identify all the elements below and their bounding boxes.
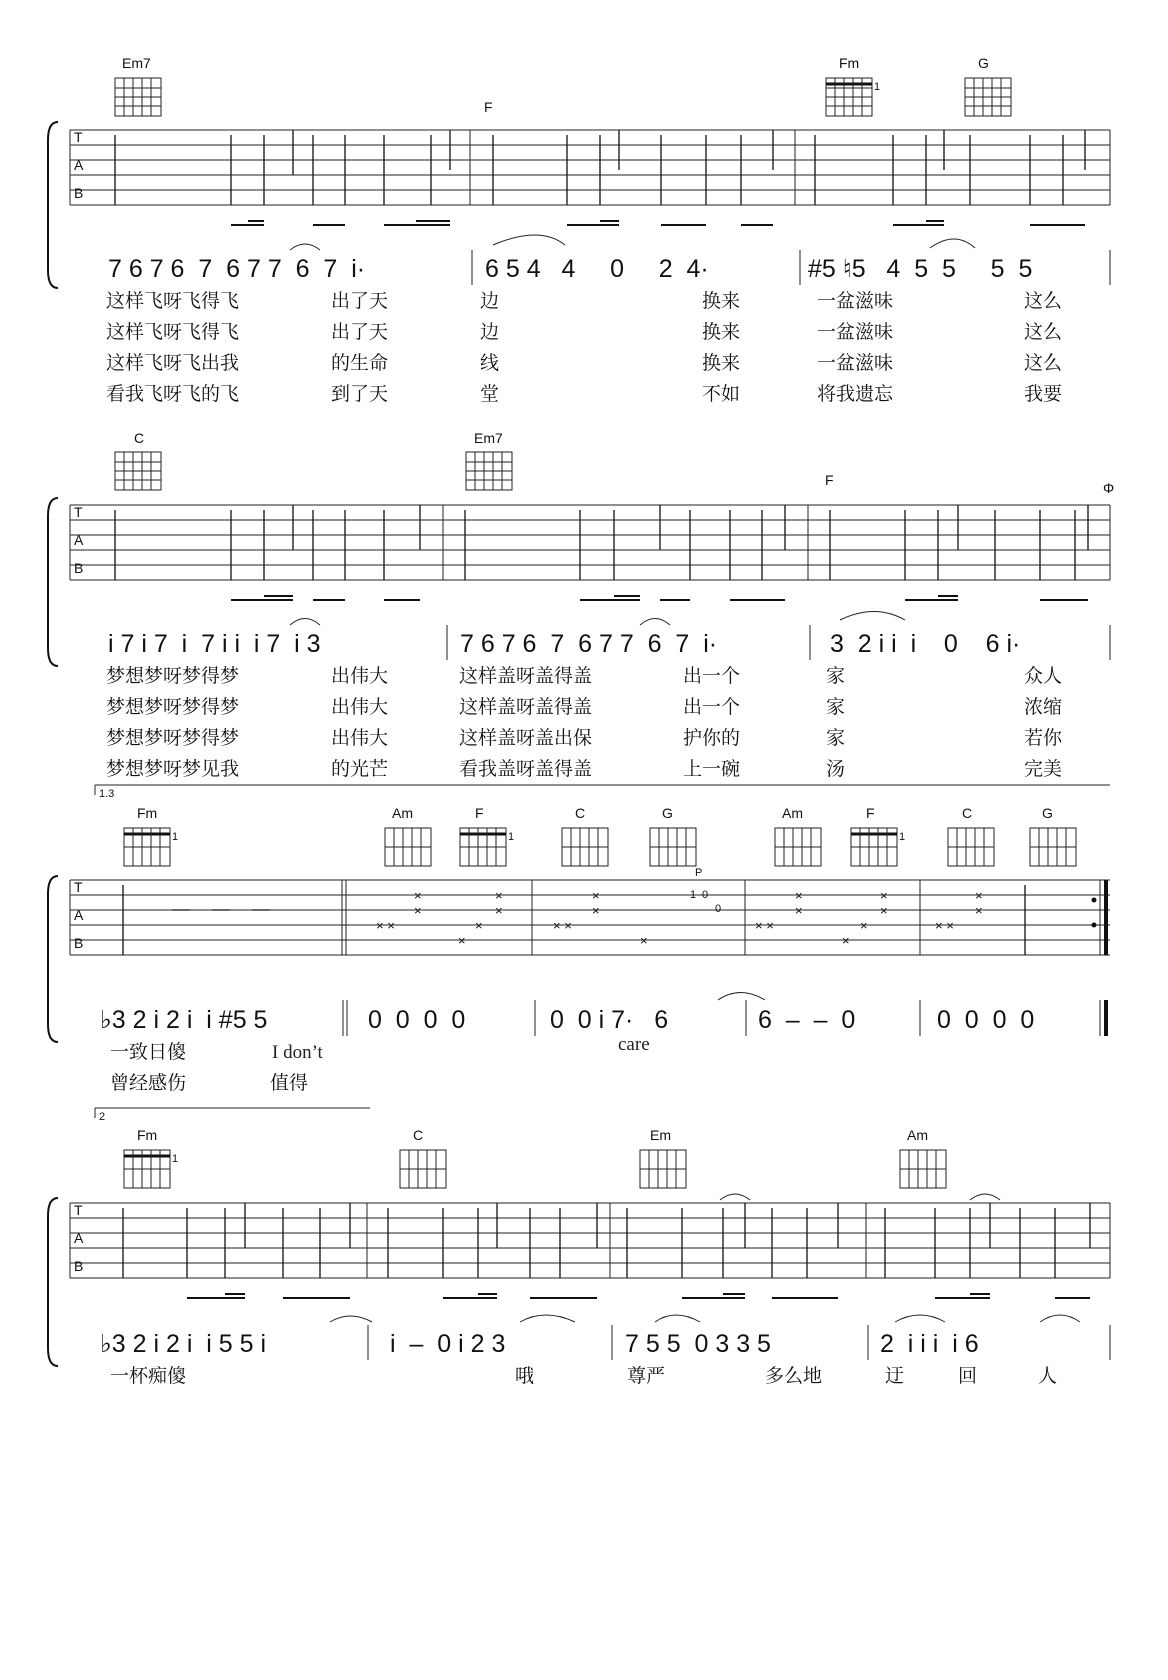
- svg-text:梦想梦呀梦得梦: 梦想梦呀梦得梦: [106, 665, 240, 687]
- notation-bar-3: #5 ♮5 4 5 5 5 5: [808, 255, 1033, 283]
- svg-text:换来: 换来: [702, 290, 741, 312]
- chord-diagram-g: [1030, 805, 1076, 866]
- svg-text:出伟大: 出伟大: [331, 696, 389, 718]
- svg-text:这样飞呀飞得飞: 这样飞呀飞得飞: [106, 321, 240, 343]
- chord-diagram-f: [460, 805, 514, 866]
- fret-number: 1: [690, 889, 697, 901]
- chord-diagram-g: [650, 805, 696, 866]
- svg-text:F: F: [475, 805, 484, 821]
- notation-bar-8: 0 0 0 0: [368, 1006, 466, 1034]
- chord-diagram-c: [115, 430, 161, 490]
- chord-diagram-am: [900, 1127, 946, 1188]
- svg-text:Am: Am: [392, 805, 413, 821]
- svg-text:线: 线: [480, 352, 500, 374]
- svg-text:×: ×: [414, 903, 422, 918]
- chord-diagram-am: [385, 805, 431, 866]
- tie: [655, 1315, 700, 1322]
- svg-text:这样盖呀盖出保: 这样盖呀盖出保: [459, 727, 593, 749]
- system-bracket: [48, 1198, 58, 1366]
- svg-text:家: 家: [826, 665, 846, 687]
- chord-diagram-c: [948, 805, 994, 866]
- svg-text:G: G: [1042, 805, 1053, 821]
- fret-number: 0: [702, 889, 709, 901]
- notation-bar-12: ♭3 2 i 2 i i 5 5 i: [100, 1330, 267, 1358]
- notation-bar-2: 6 5 4 4 0 2 4·: [485, 255, 709, 283]
- svg-text:Em7: Em7: [122, 55, 151, 71]
- system-1: [70, 55, 1110, 405]
- svg-text:看我盖呀盖得盖: 看我盖呀盖得盖: [459, 758, 593, 780]
- lyrics-system-2: [106, 664, 1063, 780]
- tab-label-b: B: [74, 185, 84, 201]
- chord-diagram-c: [400, 1127, 446, 1188]
- tab-label-a: A: [74, 1230, 84, 1246]
- chord-diagram-fm: [124, 805, 178, 866]
- tab-staff: [70, 130, 1110, 205]
- svg-text:出伟大: 出伟大: [331, 727, 389, 749]
- svg-text:× ×: × ×: [376, 918, 395, 933]
- tab-label-b: B: [74, 935, 84, 951]
- svg-text:这么: 这么: [1024, 352, 1063, 374]
- system-bracket: [48, 498, 58, 666]
- svg-text:×: ×: [975, 888, 983, 903]
- svg-text:G: G: [662, 805, 673, 821]
- svg-text:出了天: 出了天: [331, 321, 389, 343]
- tab-label-t: T: [74, 1202, 83, 1218]
- svg-text:1: 1: [899, 831, 906, 843]
- lyrics-system-1: [106, 290, 1062, 405]
- svg-text:人: 人: [1038, 1365, 1058, 1387]
- tie: [520, 1315, 575, 1322]
- tie: [970, 1194, 1000, 1200]
- svg-text:C: C: [962, 805, 973, 821]
- tab-label-a: A: [74, 532, 84, 548]
- chord-diagram-em7: [115, 55, 161, 116]
- svg-text:×: ×: [458, 933, 466, 948]
- svg-text:这样盖呀盖得盖: 这样盖呀盖得盖: [459, 696, 593, 718]
- tie: [840, 612, 905, 621]
- svg-text:完美: 完美: [1024, 758, 1063, 780]
- svg-text:的生命: 的生命: [331, 352, 389, 374]
- svg-text:×: ×: [475, 918, 483, 933]
- rhythm-beams: [231, 221, 1085, 225]
- strum-pattern: [115, 505, 1088, 580]
- tie: [290, 619, 320, 626]
- notation-bar-5: 7 6 7 6 7 6 7 7 6 7 i·: [460, 630, 718, 658]
- tab-label-t: T: [74, 129, 83, 145]
- tie: [290, 244, 320, 250]
- tie: [720, 1194, 750, 1200]
- tie: [1040, 1315, 1080, 1322]
- svg-text:换来: 换来: [702, 321, 741, 343]
- tab-label-a: A: [74, 157, 84, 173]
- svg-text:护你的: 护你的: [683, 727, 741, 749]
- svg-text:尊严: 尊严: [627, 1365, 666, 1387]
- system-4: [70, 1108, 1110, 1387]
- svg-text:这么: 这么: [1024, 290, 1063, 312]
- lyrics-system-4: [110, 1365, 1057, 1387]
- svg-text:Em: Em: [650, 1127, 671, 1143]
- chord-diagram-f: [851, 805, 905, 866]
- svg-text:梦想梦呀梦得梦: 梦想梦呀梦得梦: [106, 727, 240, 749]
- svg-text:× ×: × ×: [553, 918, 572, 933]
- notation-bar-15: 2 i i i i 6: [880, 1330, 979, 1358]
- svg-text:×: ×: [414, 888, 422, 903]
- notation-bar-1: 7 6 7 6 7 6 7 7 6 7 i·: [108, 255, 366, 283]
- svg-text:回: 回: [958, 1365, 978, 1387]
- svg-text:×: ×: [880, 903, 888, 918]
- svg-text:这样盖呀盖得盖: 这样盖呀盖得盖: [459, 665, 593, 687]
- tie: [330, 1316, 372, 1322]
- volta-2-label: 2: [99, 1111, 106, 1123]
- svg-text:care: care: [618, 1034, 650, 1055]
- svg-text:一盆滋味: 一盆滋味: [817, 290, 894, 312]
- svg-text:× ×: × ×: [755, 918, 774, 933]
- svg-text:哦: 哦: [515, 1365, 535, 1387]
- svg-text:× ×: × ×: [935, 918, 954, 933]
- svg-text:多么地: 多么地: [765, 1365, 823, 1387]
- notation-bar-13: i – 0 i 2 3: [390, 1330, 506, 1358]
- chord-diagram-em7: [466, 430, 512, 490]
- tab-label-b: B: [74, 560, 84, 576]
- svg-text:1: 1: [172, 831, 179, 843]
- svg-text:I don’t: I don’t: [272, 1042, 323, 1063]
- tab-label-t: T: [74, 879, 83, 895]
- rhythm-beams: [187, 1294, 1090, 1298]
- svg-text:×: ×: [495, 903, 503, 918]
- tie: [493, 235, 565, 245]
- notation-bar-11: 0 0 0 0: [937, 1006, 1035, 1034]
- svg-text:曾经感伤: 曾经感伤: [110, 1072, 187, 1094]
- svg-text:一致日傻: 一致日傻: [110, 1041, 187, 1063]
- svg-text:一杯痴傻: 一杯痴傻: [110, 1365, 187, 1387]
- tie: [895, 1315, 945, 1322]
- svg-text:×: ×: [495, 888, 503, 903]
- svg-text:梦想梦呀梦得梦: 梦想梦呀梦得梦: [106, 696, 240, 718]
- svg-text:将我遗忘: 将我遗忘: [817, 383, 894, 405]
- chord-name-f: F: [484, 99, 493, 115]
- tab-staff: [70, 505, 1110, 580]
- svg-text:1: 1: [874, 81, 881, 93]
- svg-text:C: C: [413, 1127, 424, 1143]
- svg-text:×: ×: [880, 888, 888, 903]
- svg-text:×: ×: [795, 903, 803, 918]
- notation-bar-4: i 7 i 7 i 7 i i i 7 i 3: [108, 630, 321, 658]
- svg-text:G: G: [978, 55, 989, 71]
- svg-text:Am: Am: [907, 1127, 928, 1143]
- svg-text:梦想梦呀梦见我: 梦想梦呀梦见我: [106, 758, 240, 780]
- fret-number: 0: [715, 903, 722, 915]
- svg-text:的光芒: 的光芒: [331, 758, 389, 780]
- strum-pattern: [115, 130, 1085, 205]
- svg-text:值得: 值得: [270, 1072, 309, 1094]
- svg-text:众人: 众人: [1024, 665, 1063, 687]
- svg-text:这么: 这么: [1024, 321, 1063, 343]
- svg-text:C: C: [575, 805, 586, 821]
- tie: [640, 619, 670, 626]
- notation-bar-10: 6 – – 0: [758, 1006, 856, 1034]
- chord-diagram-am: [775, 805, 821, 866]
- svg-text:Am: Am: [782, 805, 803, 821]
- tie: [718, 993, 765, 1001]
- svg-text:1: 1: [508, 831, 515, 843]
- notation-bar-6: 3 2 i i i 0 6 i·: [830, 630, 1021, 658]
- coda-sign: Φ: [1103, 480, 1115, 496]
- svg-text:1: 1: [172, 1153, 179, 1165]
- tab-staff: [70, 1203, 1110, 1278]
- chord-diagrams-row: [124, 805, 1076, 866]
- svg-text:家: 家: [826, 727, 846, 749]
- svg-text:出一个: 出一个: [683, 665, 741, 687]
- svg-text:浓缩: 浓缩: [1024, 696, 1063, 718]
- svg-text:若你: 若你: [1024, 727, 1063, 749]
- repeat-end-bar: [1104, 880, 1108, 955]
- svg-text:我要: 我要: [1024, 383, 1063, 405]
- svg-text:到了天: 到了天: [331, 383, 389, 405]
- system-3: [70, 785, 1110, 1094]
- lyrics-system-3: [110, 1034, 650, 1094]
- svg-text:Fm: Fm: [137, 805, 158, 821]
- volta-1-label: 1.3: [99, 788, 115, 800]
- chord-diagram-c: [562, 805, 608, 866]
- svg-text:Em7: Em7: [474, 430, 503, 446]
- tie: [930, 239, 975, 248]
- system-bracket: [48, 122, 58, 288]
- svg-text:不如: 不如: [702, 383, 741, 405]
- tab-label-a: A: [74, 907, 84, 923]
- strum-pattern: [123, 1203, 1090, 1278]
- svg-text:家: 家: [826, 696, 846, 718]
- chord-diagram-em: [640, 1127, 686, 1188]
- svg-text:汤: 汤: [826, 758, 846, 780]
- svg-text:迂: 迂: [885, 1365, 905, 1387]
- chord-diagram-g: [965, 55, 1011, 116]
- svg-text:出一个: 出一个: [683, 696, 741, 718]
- svg-text:出了天: 出了天: [331, 290, 389, 312]
- svg-text:×: ×: [640, 933, 648, 948]
- svg-text:边: 边: [480, 290, 500, 312]
- tab-fret-marks: [376, 888, 983, 948]
- svg-text:×: ×: [975, 903, 983, 918]
- tab-label-t: T: [74, 504, 83, 520]
- chord-diagram-fm: [124, 1127, 178, 1188]
- svg-text:Fm: Fm: [137, 1127, 158, 1143]
- notation-bar-14: 7 5 5 0 3 3 5: [625, 1330, 771, 1358]
- svg-text:×: ×: [860, 918, 868, 933]
- notation-bar-7: ♭3 2 i 2 i i #5 5: [100, 1006, 268, 1034]
- chord-name-f: F: [825, 472, 834, 488]
- svg-text:边: 边: [480, 321, 500, 343]
- svg-text:这样飞呀飞出我: 这样飞呀飞出我: [106, 352, 240, 374]
- pull-off-mark: P: [695, 867, 703, 879]
- tab-label-b: B: [74, 1258, 84, 1274]
- svg-text:×: ×: [795, 888, 803, 903]
- svg-text:×: ×: [592, 888, 600, 903]
- svg-text:出伟大: 出伟大: [331, 665, 389, 687]
- tab-staff: [70, 880, 1110, 955]
- svg-text:一盆滋味: 一盆滋味: [817, 321, 894, 343]
- svg-text:Fm: Fm: [839, 55, 860, 71]
- system-bracket: [48, 876, 58, 1042]
- svg-text:这样飞呀飞得飞: 这样飞呀飞得飞: [106, 290, 240, 312]
- svg-text:F: F: [866, 805, 875, 821]
- svg-text:看我飞呀飞的飞: 看我飞呀飞的飞: [106, 383, 240, 405]
- svg-text:C: C: [134, 430, 145, 446]
- svg-text:堂: 堂: [480, 383, 500, 405]
- notation-bar-9: 0 0 i 7· 6: [550, 1006, 669, 1034]
- svg-text:×: ×: [842, 933, 850, 948]
- system-2: [70, 430, 1114, 780]
- svg-text:上一碗: 上一碗: [683, 758, 741, 780]
- svg-text:换来: 换来: [702, 352, 741, 374]
- svg-text:一盆滋味: 一盆滋味: [817, 352, 894, 374]
- svg-text:×: ×: [592, 903, 600, 918]
- rhythm-beams: [231, 596, 1088, 600]
- chord-diagram-fm: [826, 55, 880, 116]
